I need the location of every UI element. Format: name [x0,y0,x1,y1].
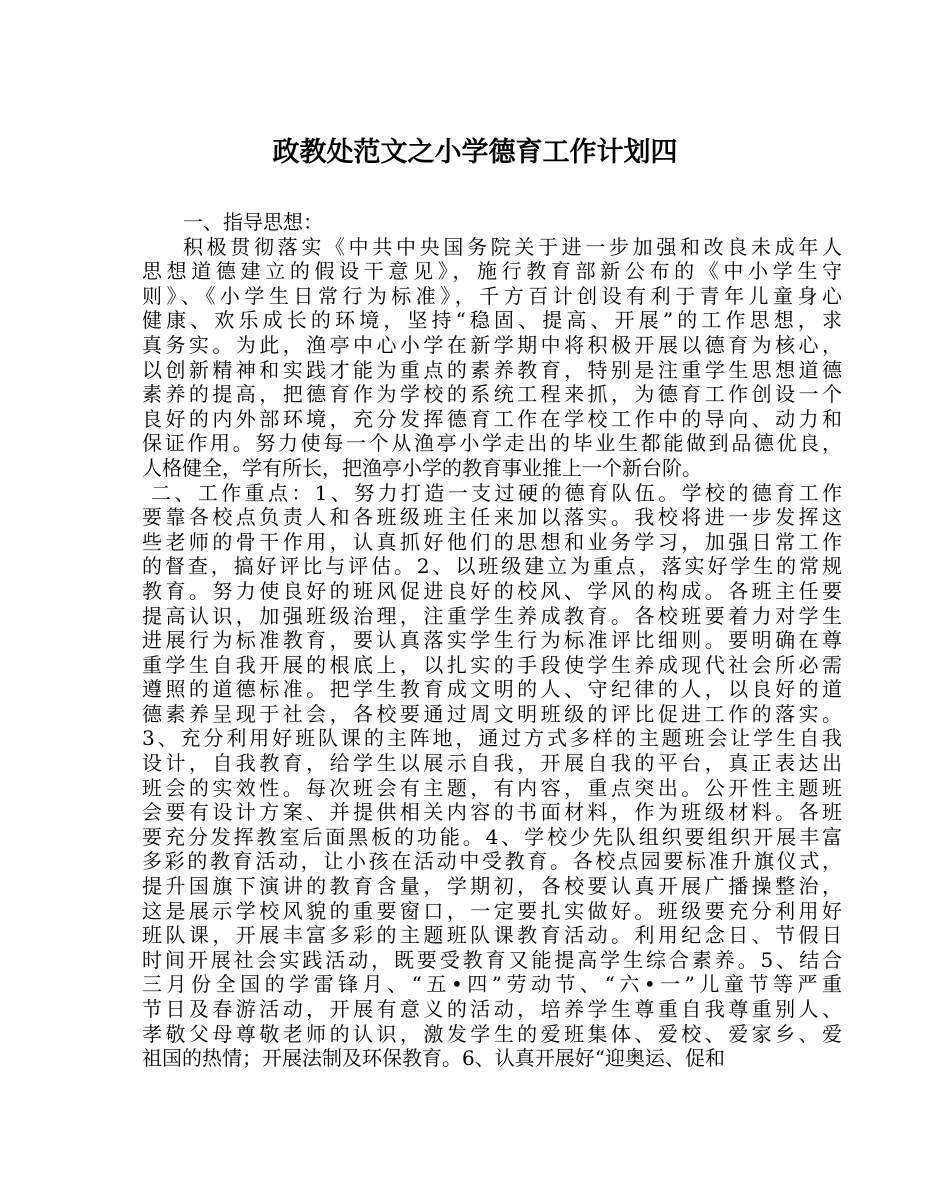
paragraph-line: 三月份全国的学雷锋月、“五•四”劳动节、“六•一”儿童节等严重 [142,972,842,997]
paragraph-line: 节日及春游活动，开展有意义的活动，培养学生尊重自我尊重别人、 [142,997,842,1021]
paragraph-line: 良好的内外部环境，充分发挥德育工作在学校工作中的导向、动力和 [142,406,842,431]
paragraph-line: 班会的实效性。每次班会有主题，有内容，重点突出。公开性主题班 [142,775,842,800]
paragraph-line: 积极贯彻落实《中共中央国务院关于进一步加强和改良未成年人 [183,234,842,259]
paragraph-line: 则》、《小学生日常行为标准》，千方百计创设有利于青年儿童身心 [142,283,842,308]
document-title: 政教处范文之小学德育工作计划四 [272,137,678,168]
paragraph-line: 要靠各校点负责人和各班级班主任来加以落实。我校将进一步发挥这 [142,505,842,530]
paragraph-line: 提升国旗下演讲的教育含量，学期初，各校要认真开展广播操整治， [142,874,842,899]
paragraph-line: 思想道德建立的假设干意见》，施行教育部新公布的《中小学生守 [142,259,842,284]
paragraph-line: 进展行为标准教育，要认真落实学生行为标准评比细则。要明确在尊 [142,628,842,653]
paragraph-line: 教育。努力使良好的班风促进良好的校风、学风的构成。各班主任要 [142,578,842,603]
paragraph-line: 重学生自我开展的根底上，以扎实的手段使学生养成现代社会所必需 [142,652,842,677]
paragraph-line: 人格健全，学有所长，把渔亭小学的教育事业推上一个新台阶。 [142,455,702,480]
paragraph-line: 些老师的骨干作用，认真抓好他们的思想和业务学习，加强日常工作 [142,529,842,554]
paragraph-line: 要充分发挥教室后面黑板的功能。4、学校少先队组织要组织开展丰富 [142,824,842,849]
paragraph-line: 提高认识，加强班级治理，注重学生养成教育。各校班要着力对学生 [142,603,842,628]
paragraph-line: 班队课，开展丰富多彩的主题班队课教育活动。利用纪念日、节假日 [142,923,842,948]
paragraph-line: 德素养呈现于社会，各校要通过周文明班级的评比促进工作的落实。 [142,701,842,726]
paragraph-line: 素养的提高，把德育作为学校的系统工程来抓，为德育工作创设一个 [142,382,842,407]
paragraph-line: 时间开展社会实践活动，既要受教育又能提高学生综合素养。5、结合 [142,947,842,972]
paragraph-line: 设计，自我教育，给学生以展示自我，开展自我的平台，真正表达出 [142,751,842,776]
paragraph-line: 真务实。为此，渔亭中心小学在新学期中将积极开展以德育为核心， [142,332,842,357]
paragraph-line: 这是展示学校风貌的重要窗口，一定要扎实做好。班级要充分利用好 [142,898,842,923]
paragraph-line: 以创新精神和实践才能为重点的素养教育，特别是注重学生思想道德 [142,357,842,382]
paragraph-line: 的督查，搞好评比与评估。2、以班级建立为重点，落实好学生的常规 [142,554,842,579]
paragraph-line: 会要有设计方案、并提供相关内容的书面材料，作为班级材料。各班 [142,800,842,825]
section-heading-guiding-thought: 一、指导思想： [183,210,323,234]
paragraph-line: 孝敬父母尊敬老师的认识，激发学生的爱班集体、爱校、爱家乡、爱 [142,1021,842,1046]
paragraph-line: 健康、欢乐成长的环境，坚持“稳固、提高、开展”的工作思想，求 [142,308,842,333]
document-body [142,210,842,1071]
paragraph-line: 保证作用。努力使每一个从渔亭小学走出的毕业生都能做到品德优良， [142,431,842,456]
paragraph-line: 多彩的教育活动，让小孩在活动中受教育。各校点园要标准升旗仪式， [142,849,842,874]
section-heading-work-focus: 二、工作重点：1、努力打造一支过硬的德育队伍。学校的德育工作 [151,480,842,505]
paragraph-line: 3、充分利用好班队课的主阵地，通过方式多样的主题班会让学生自我 [142,726,842,751]
paragraph-line: 祖国的热情；开展法制及环保教育。6、认真开展好“迎奥运、促和 [142,1046,725,1071]
paragraph-line: 遵照的道德标准。把学生教育成文明的人、守纪律的人，以良好的道 [142,677,842,702]
